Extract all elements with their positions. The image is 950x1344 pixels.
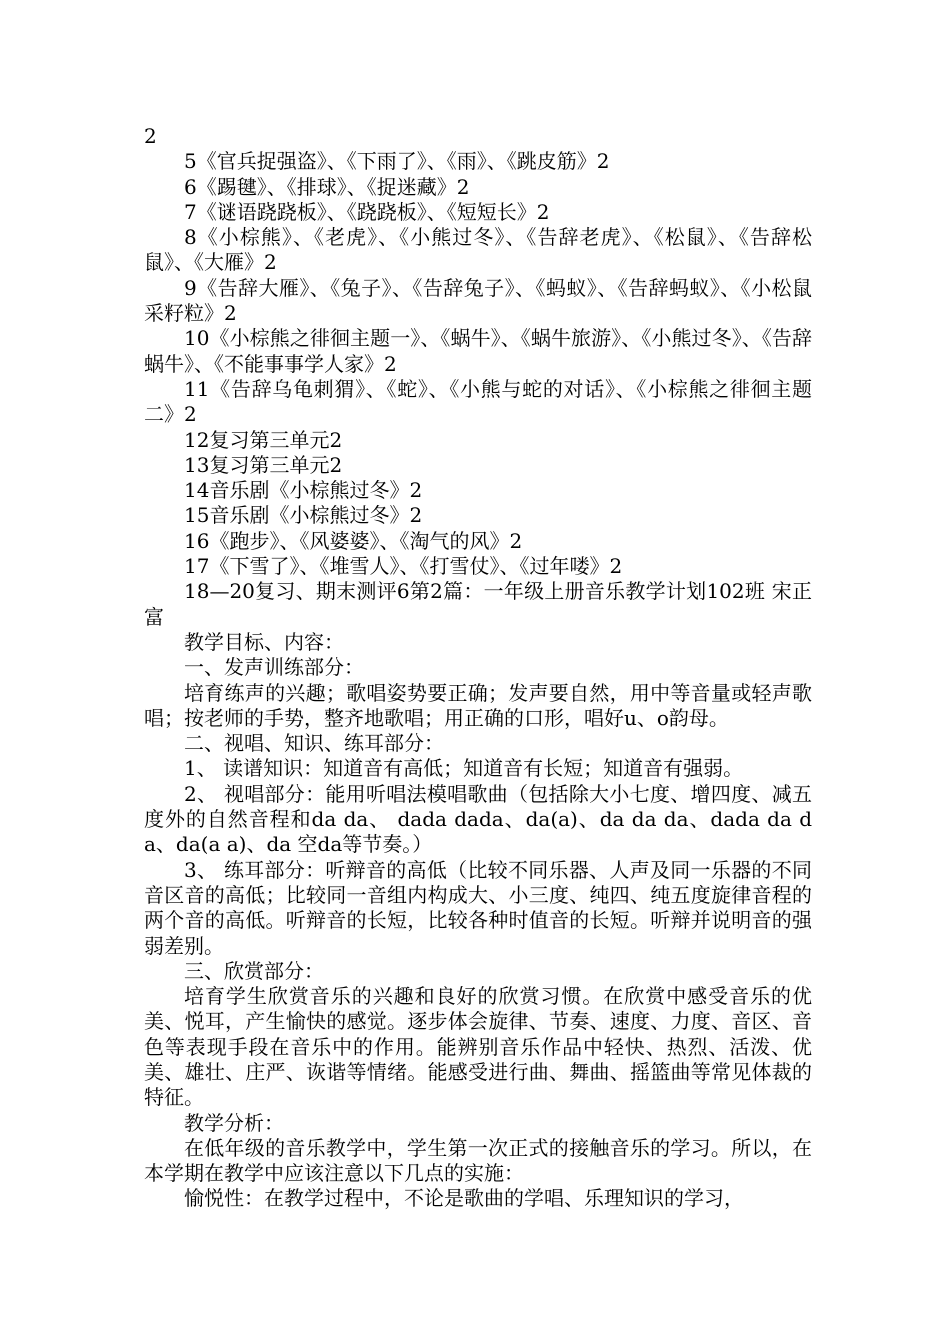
paragraph-page-number-fragment: 2: [144, 124, 157, 148]
paragraph-teaching-analysis-body: 在低年级的音乐教学中，学生第一次正式的接触音乐的学习。所以，在本学期在教学中应该注意以下几点的实施：: [144, 1135, 812, 1186]
paragraph-section-2-item-2: 2、 视唱部分：能用听唱法模唱歌曲（包括除大小七度、增四度、减五度外的自然音程和da da、 dada dada、da(a)、da da da、dada da da、da(a a)、da 空da等节奏。）: [144, 781, 812, 857]
paragraph-lesson-14: 14音乐剧《小棕熊过冬》2: [184, 478, 423, 503]
paragraph-lesson-15: 15音乐剧《小棕熊过冬》2: [184, 503, 423, 528]
paragraph-teaching-goals-heading: 教学目标、内容：: [184, 629, 344, 654]
paragraph-lesson-7: 7《谜语跷跷板》、《跷跷板》、《短短长》2: [184, 199, 550, 224]
paragraph-lesson-5: 5《官兵捉强盗》、《下雨了》、《雨》、《跳皮筋》2: [184, 149, 610, 174]
paragraph-section-2-heading: 二、视唱、知识、练耳部分：: [184, 731, 444, 756]
paragraph-section-1-heading: 一、发声训练部分：: [184, 655, 364, 680]
paragraph-section-1-body: 培育练声的兴趣；歌唱姿势要正确；发声要自然，用中等音量或轻声歌唱；按老师的手势，整齐地歌唱；用正确的口形，唱好u、o韵母。: [144, 680, 812, 730]
paragraph-section-3-heading: 三、欣赏部分：: [184, 958, 324, 983]
paragraph-lesson-10: 10《小棕熊之徘徊主题一》、《蜗牛》、《蜗牛旅游》、《小熊过冬》、《告辞蜗牛》、《不能事事学人家》2: [144, 326, 812, 376]
paragraph-section-3-body: 培育学生欣赏音乐的兴趣和良好的欣赏习惯。在欣赏中感受音乐的优美、悦耳，产生愉快的感觉。逐步体会旋律、节奏、速度、力度、音区、音色等表现手段在音乐中的作用。能辨别音乐作品中轻快、热烈、活泼、优美、雄壮、庄严、诙谐等情绪。能感受进行曲、舞曲、摇篮曲等常见体裁的特征。: [144, 984, 812, 1110]
paragraph-lesson-6: 6《踢毽》、《排球》、《捉迷藏》2: [184, 174, 470, 199]
paragraph-lesson-12: 12复习第三单元2: [184, 427, 343, 452]
paragraph-lesson-8: 8《小棕熊》、《老虎》、《小熊过冬》、《告辞老虎》、《松鼠》、《告辞松鼠》、《大雁》2: [144, 225, 812, 275]
paragraph-lesson-18-20-and-heading: 18—20复习、期末测评6第2篇：一年级上册音乐教学计划102班 宋正富: [144, 579, 812, 629]
paragraph-section-2-item-1: 1、 读谱知识：知道音有高低；知道音有长短；知道音有强弱。: [184, 756, 744, 781]
paragraph-lesson-17: 17《下雪了》、《堆雪人》、《打雪仗》、《过年喽》2: [184, 554, 623, 579]
paragraph-lesson-11: 11《告辞乌龟刺猬》、《蛇》、《小熊与蛇的对话》、《小棕熊之徘徊主题二》2: [144, 376, 812, 427]
paragraph-lesson-9: 9《告辞大雁》、《兔子》、《告辞兔子》、《蚂蚁》、《告辞蚂蚁》、《小松鼠采籽粒》2: [144, 275, 812, 326]
document-body: [144, 124, 812, 1212]
paragraph-enjoyment-point: 愉悦性：在教学过程中，不论是歌曲的学唱、乐理知识的学习，: [184, 1186, 744, 1211]
paragraph-lesson-13: 13复习第三单元2: [184, 452, 343, 477]
paragraph-lesson-16: 16《跑步》、《风婆婆》、《淘气的风》2: [184, 528, 523, 553]
paragraph-section-2-item-3: 3、 练耳部分：听辩音的高低（比较不同乐器、人声及同一乐器的不同音区音的高低；比较同一音组内构成大、小三度、纯四、纯五度旋律音程的两个音的高低。听辩音的长短，比较各种时值音的长短。听辩并说明音的强弱差别。: [144, 857, 812, 958]
paragraph-teaching-analysis-heading: 教学分析：: [184, 1110, 284, 1135]
